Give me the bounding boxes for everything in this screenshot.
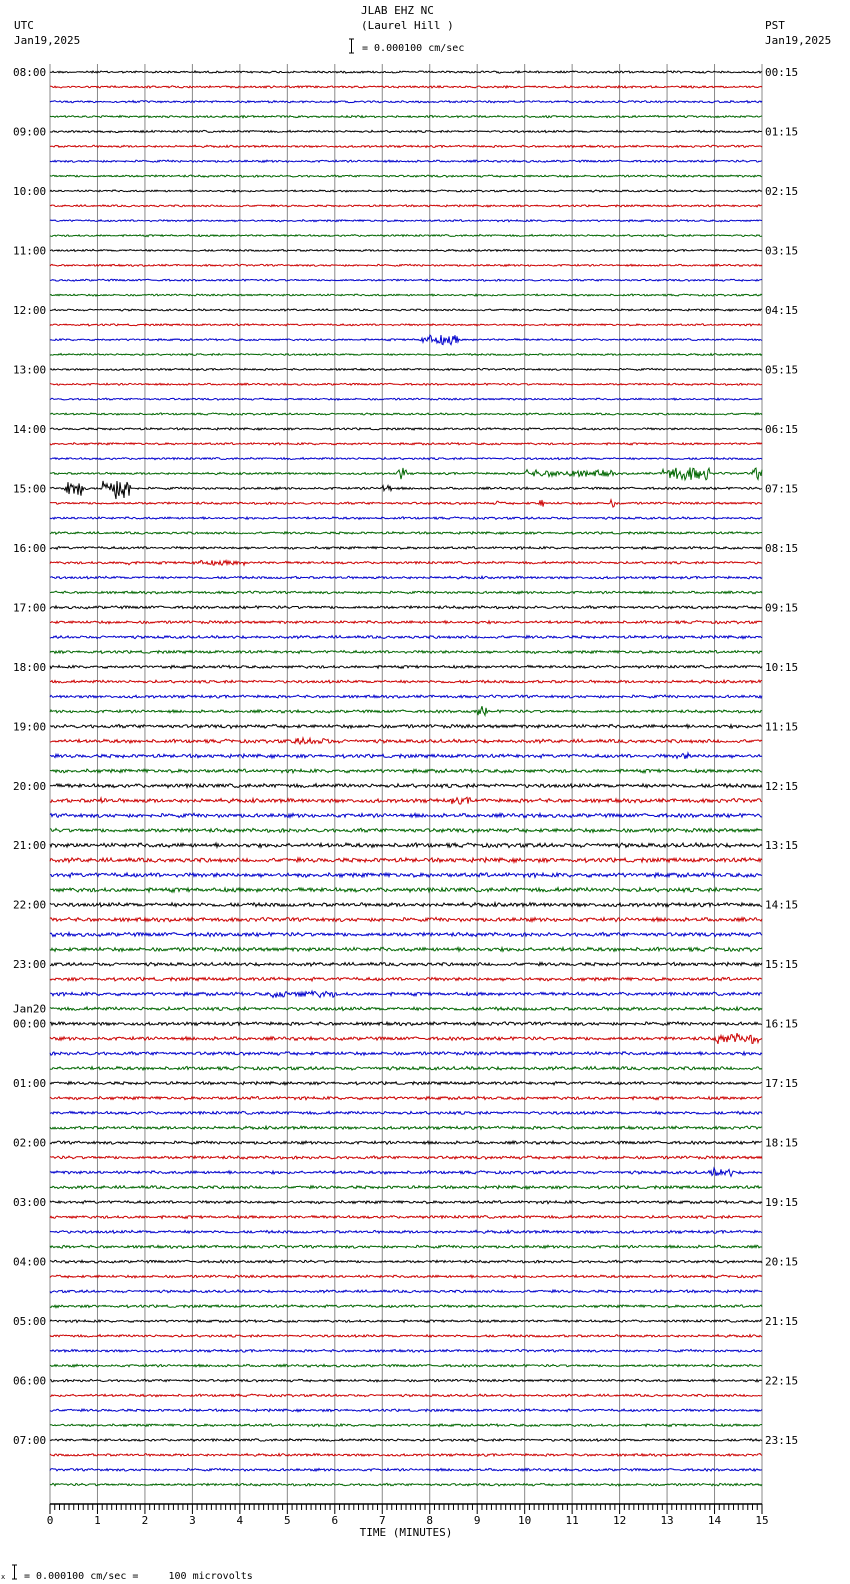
trace-line	[50, 1201, 762, 1204]
trace-line	[50, 249, 762, 251]
trace-line	[50, 71, 762, 73]
trace-line	[50, 1483, 762, 1486]
trace-line	[50, 962, 762, 966]
x-tick-label: 3	[189, 1514, 196, 1527]
trace-line	[50, 1216, 762, 1219]
pst-hour-label: 05:15	[765, 363, 799, 377]
trace-line	[50, 458, 762, 460]
left-date: Jan19,2025	[14, 34, 81, 47]
scale-label: = 0.000100 cm/sec	[362, 43, 465, 54]
utc-hour-label: 23:00	[13, 958, 47, 972]
footer-prefix: x	[1, 1573, 6, 1581]
pst-hour-label: 11:15	[765, 720, 799, 734]
trace-line	[50, 309, 762, 311]
x-tick-label: 1	[94, 1514, 101, 1527]
utc-hour-label: 05:00	[13, 1315, 47, 1329]
trace-line	[50, 947, 762, 951]
trace-line	[50, 220, 762, 222]
trace-line	[50, 294, 762, 296]
trace-line	[50, 1260, 762, 1263]
trace-line	[50, 160, 762, 162]
trace-line	[50, 130, 762, 132]
trace-line	[50, 532, 762, 535]
x-tick-label: 6	[331, 1514, 339, 1527]
station-title: JLAB EHZ NC	[361, 4, 434, 17]
pst-hour-label: 02:15	[765, 184, 799, 198]
pst-hour-label: 03:15	[765, 244, 799, 258]
trace-line	[50, 813, 762, 817]
pst-hour-label: 19:15	[765, 1196, 799, 1210]
pst-hour-label: 04:15	[765, 303, 799, 317]
x-tick-label: 12	[612, 1514, 627, 1527]
utc-hour-label: 07:00	[13, 1434, 47, 1448]
utc-hour-label: 15:00	[13, 482, 47, 496]
trace-line	[50, 1082, 762, 1085]
trace-line	[50, 1186, 762, 1189]
pst-hour-label: 23:15	[765, 1434, 799, 1448]
pst-hour-label: 01:15	[765, 125, 799, 139]
trace-line	[50, 279, 762, 281]
right-date: Jan19,2025	[765, 34, 832, 47]
utc-hour-label: 11:00	[13, 244, 47, 258]
utc-hour-label: 10:00	[13, 184, 47, 198]
trace-line	[50, 1052, 762, 1056]
trace-line	[50, 398, 762, 400]
trace-line	[50, 1066, 762, 1070]
trace-line	[50, 1364, 762, 1367]
trace-line	[50, 1022, 762, 1026]
trace-line	[50, 1111, 762, 1114]
pst-hour-label: 21:15	[765, 1315, 799, 1329]
pst-hour-label: 06:15	[765, 422, 799, 436]
trace-line	[50, 977, 762, 981]
trace-line	[50, 1320, 762, 1323]
pst-hour-label: 09:15	[765, 601, 799, 615]
trace-line	[50, 1394, 762, 1397]
trace-line	[50, 1379, 762, 1382]
x-tick-label: 8	[426, 1514, 434, 1527]
trace-line	[50, 500, 762, 507]
trace-line	[50, 1275, 762, 1278]
trace-line	[50, 1335, 762, 1338]
trace-line	[50, 843, 762, 848]
trace-line	[50, 1439, 762, 1442]
trace-line	[50, 101, 762, 103]
pst-hour-label: 18:15	[765, 1136, 799, 1150]
trace-line	[50, 888, 762, 893]
trace-line	[50, 175, 762, 177]
trace-line	[50, 1424, 762, 1427]
trace-line	[50, 769, 762, 773]
trace-line	[50, 665, 762, 668]
trace-line	[50, 1245, 762, 1248]
trace-line	[50, 1141, 762, 1144]
utc-hour-label: 02:00	[13, 1136, 47, 1150]
utc-hour-label: 01:00	[13, 1077, 47, 1091]
x-tick-label: 9	[473, 1514, 481, 1527]
trace-line	[50, 1305, 762, 1308]
x-tick-label: 5	[284, 1514, 291, 1527]
utc-hour-label: 06:00	[13, 1374, 47, 1388]
pst-hour-label: 17:15	[765, 1077, 799, 1091]
pst-hour-label: 15:15	[765, 958, 799, 972]
trace-line	[50, 991, 762, 997]
trace-line	[50, 324, 762, 326]
trace-line	[50, 383, 762, 385]
trace-line	[50, 428, 762, 430]
x-tick-label: 13	[660, 1514, 674, 1527]
utc-hour-label: 21:00	[13, 839, 47, 853]
trace-line	[50, 1349, 762, 1352]
x-tick-label: 11	[565, 1514, 579, 1527]
trace-line	[50, 591, 762, 594]
trace-line	[50, 576, 762, 579]
trace-line	[50, 828, 762, 832]
pst-hour-label: 08:15	[765, 541, 799, 555]
trace-line	[50, 1468, 762, 1471]
trace-line	[50, 858, 762, 863]
pst-hour-label: 07:15	[765, 482, 799, 496]
x-tick-label: 14	[707, 1514, 722, 1527]
trace-line	[50, 636, 762, 639]
x-tick-label: 0	[46, 1514, 54, 1527]
pst-hour-label: 16:15	[765, 1017, 799, 1031]
trace-line	[50, 443, 762, 445]
trace-line	[50, 1033, 762, 1044]
date-change-label: Jan20	[13, 1002, 47, 1016]
pst-hour-label: 20:15	[765, 1255, 799, 1269]
pst-hour-label: 14:15	[765, 898, 799, 912]
trace-line	[50, 1007, 762, 1011]
x-tick-label: 15	[755, 1514, 769, 1527]
utc-hour-label: 00:00	[13, 1017, 47, 1031]
footer-scale-label: = 0.000100 cm/sec = 100 microvolts	[24, 1571, 253, 1582]
x-tick-label: 10	[518, 1514, 532, 1527]
trace-line	[50, 481, 762, 499]
trace-line	[50, 86, 762, 88]
utc-hour-label: 17:00	[13, 601, 47, 615]
trace-line	[50, 903, 762, 907]
utc-hour-label: 18:00	[13, 660, 47, 674]
utc-hour-label: 20:00	[13, 779, 47, 793]
utc-hour-label: 08:00	[13, 66, 47, 79]
trace-line	[50, 145, 762, 147]
trace-line	[50, 1230, 762, 1233]
trace-line	[50, 873, 762, 878]
right-timezone: PST	[765, 19, 785, 32]
trace-line	[50, 335, 762, 345]
pst-hour-label: 12:15	[765, 779, 799, 793]
scale-bar-icon	[349, 39, 354, 53]
utc-hour-label: 09:00	[13, 125, 47, 139]
station-location: (Laurel Hill )	[361, 19, 454, 32]
trace-line	[50, 1290, 762, 1293]
trace-line	[50, 1097, 762, 1100]
trace-line	[50, 1454, 762, 1457]
trace-line	[50, 1126, 762, 1129]
footer-scale-bar-icon	[12, 1565, 17, 1579]
trace-line	[50, 205, 762, 207]
trace-line	[50, 738, 762, 744]
x-tick-label: 4	[236, 1514, 244, 1527]
x-tick-label: 2	[141, 1514, 149, 1527]
trace-line	[50, 606, 762, 609]
trace-line	[50, 932, 762, 936]
trace-line	[50, 560, 762, 565]
utc-hour-label: 16:00	[13, 541, 47, 555]
trace-line	[50, 368, 762, 370]
x-tick-label: 7	[378, 1514, 386, 1527]
trace-line	[50, 724, 762, 728]
pst-hour-label: 22:15	[765, 1374, 799, 1388]
trace-line	[50, 190, 762, 192]
utc-hour-label: 22:00	[13, 898, 47, 912]
utc-hour-label: 19:00	[13, 720, 47, 734]
trace-line	[50, 695, 762, 698]
trace-line	[50, 651, 762, 654]
utc-hour-label: 04:00	[13, 1255, 47, 1269]
trace-line	[50, 235, 762, 237]
trace-line	[50, 413, 762, 415]
trace-line	[50, 797, 762, 804]
trace-line	[50, 354, 762, 356]
left-timezone: UTC	[14, 19, 34, 32]
x-axis-title: TIME (MINUTES)	[359, 1526, 453, 1539]
trace-line	[50, 1168, 762, 1176]
trace-line	[50, 1156, 762, 1159]
trace-line	[50, 753, 762, 759]
trace-line	[50, 517, 762, 520]
trace-line	[50, 621, 762, 624]
trace-line	[50, 468, 762, 480]
trace-line	[50, 784, 762, 788]
pst-hour-label: 10:15	[765, 660, 799, 674]
trace-line	[50, 680, 762, 683]
trace-line	[50, 917, 762, 921]
trace-line	[50, 706, 762, 715]
trace-line	[50, 116, 762, 118]
trace-line	[50, 547, 762, 550]
utc-hour-label: 03:00	[13, 1196, 47, 1210]
pst-hour-label: 00:15	[765, 66, 799, 79]
utc-hour-label: 12:00	[13, 303, 47, 317]
utc-hour-label: 14:00	[13, 422, 47, 436]
utc-hour-label: 13:00	[13, 363, 47, 377]
trace-line	[50, 1409, 762, 1412]
trace-line	[50, 264, 762, 266]
pst-hour-label: 13:15	[765, 839, 799, 853]
